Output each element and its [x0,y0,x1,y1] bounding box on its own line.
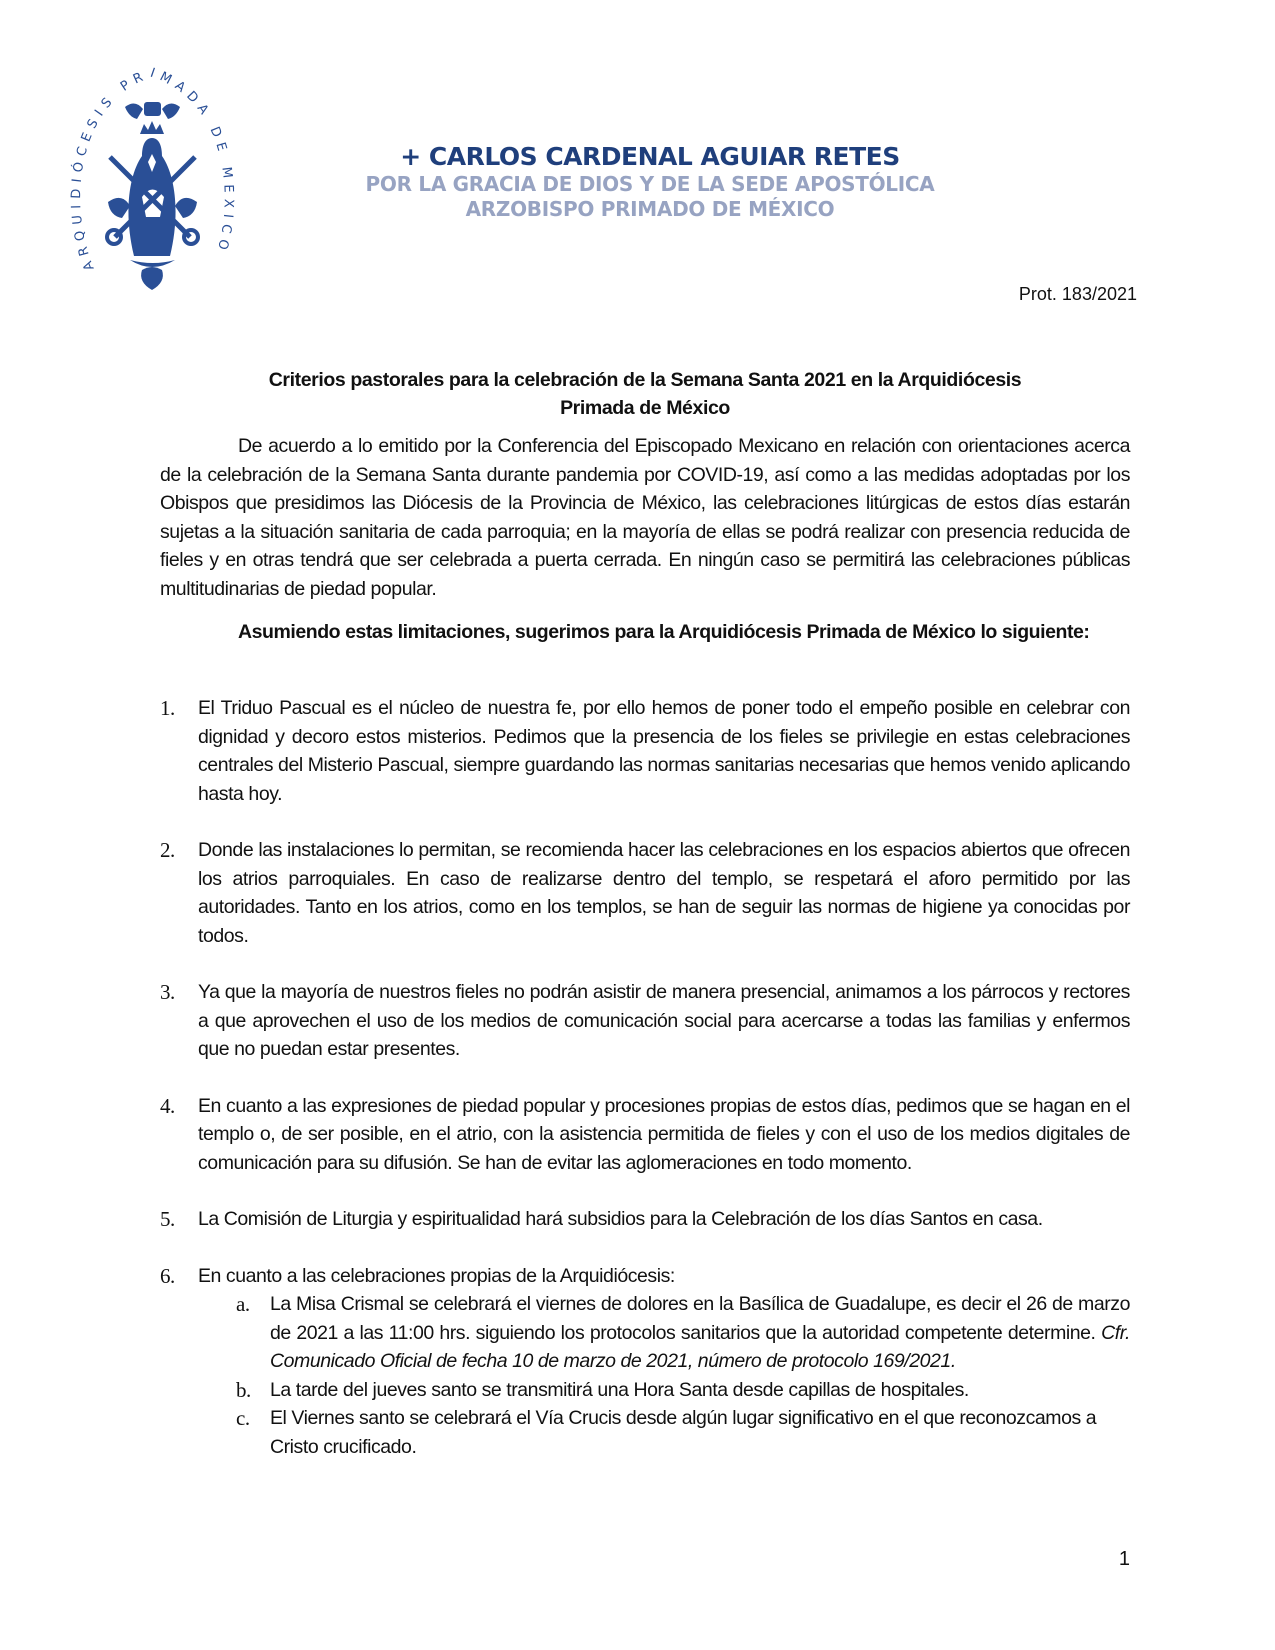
sub-list-letter: b. [236,1377,251,1402]
sub-list-item [160,1404,1130,1461]
cardinal-name: + CARLOS CARDENAL AGUIAR RETES [400,142,900,171]
page-number: 1 [1118,1548,1130,1570]
sub-list-item-text: El Viernes santo se celebrará el Vía Crucis desde algún lugar significativo en el que reconozcamos a Cristo crucificado. [270,1407,1097,1458]
list-number: 2. [160,838,175,862]
list-item [160,694,1130,808]
list-item-text: El Triduo Pascual es el núcleo de nuestra fe, por ello hemos de poner todo el empeño posible en celebrar con dignidad y decoro estos misterios. Pedimos que la presencia de los fieles se privilegie en estas celebraciones centrales del Misterio Pascual, siempre guardando las normas sanitarias necesarias que hemos venido aplicando hasta hoy. [198,697,1130,805]
list-number: 5. [160,1207,175,1231]
sub-list-letter: c. [236,1406,250,1430]
list-item [160,1205,1130,1234]
sub-list-item [160,1290,1130,1376]
lead-paragraph: Asumiendo estas limitaciones, sugerimos para la Arquidiócesis Primada de México lo siguiente: [238,621,1090,643]
criteria-list [160,694,1130,1461]
letterhead-title-line-1: POR LA GRACIA DE DIOS Y DE LA SEDE APOSTÓLICA [365,172,935,196]
document-title-line-1: Criterios pastorales para la celebración de la Semana Santa 2021 en la Arquidiócesis [268,369,1022,391]
sub-list-item [160,1376,1130,1405]
protocol-number: Prot. 183/2021 [1018,284,1137,304]
list-number: 6. [160,1263,175,1288]
list-item [160,836,1130,950]
list-item [160,978,1130,1064]
svg-text:ARQUIDIÓCESIS PRIMADA DE MÉXIC: ARQUIDIÓCESIS PRIMADA DE MÉXICO [70,65,235,273]
sub-list-letter: a. [236,1292,250,1316]
intro-paragraph: De acuerdo a lo emitido por la Conferencia del Episcopado Mexicano en relación con orientaciones acerca de la celebración de la Semana Santa durante pandemia por COVID-19, así como a las medidas adoptadas por los Obispos que presidimos las Diócesis de la Provincia de México, las celebraciones litúrgicas de estos días estarán sujetas a la situación sanitaria de cada parroquia; en la mayoría de ellas se podrá realizar con presencia reducida de fieles y en otras tendrá que ser celebrada a puerta cerrada. En ningún caso se permitirá las celebraciones públicas multitudinarias de piedad popular. [160,435,1130,600]
sub-list-item-citation: Cfr. Comunicado Oficial de fecha 10 de marzo de 2021, número de protocolo 169/2021. [270,1321,1130,1372]
archdiocese-seal-logo [70,62,235,302]
sub-list-item-text: La tarde del jueves santo se transmitirá una Hora Santa desde capillas de hospitales. [270,1378,969,1401]
list-item-text: Ya que la mayoría de nuestros fieles no podrán asistir de manera presencial, animamos a los párrocos y rectores a que aprovechen el uso de los medios de comunicación social para acercarse a todas las familias y enfermos que no puedan estar presentes. [198,981,1130,1060]
letterhead-title-line-2: ARZOBISPO PRIMADO DE MÉXICO [465,197,835,221]
list-number: 3. [160,980,175,1004]
list-item-text: Donde las instalaciones lo permitan, se recomienda hacer las celebraciones en los espacios abiertos que ofrecen los atrios parroquiales. En caso de realizarse dentro del templo, se respetará el aforo permitido por las autoridades. Tanto en los atrios, como en los templos, se han de seguir las normas de higiene ya conocidas por todos. [198,839,1130,947]
document-title-line-2: Primada de México [560,397,730,419]
list-item [160,1092,1130,1178]
letterhead [320,142,980,222]
list-item-text: En cuanto a las expresiones de piedad popular y procesiones propias de estos días, pedimos que se hagan en el templo o, de ser posible, en el atrio, con la asistencia permitida de fieles y con el uso de los medios digitales de comunicación para su difusión. Se han de evitar las aglomeraciones en todo momento. [198,1094,1130,1174]
list-item-text: En cuanto a las celebraciones propias de la Arquidiócesis: [198,1264,675,1287]
list-item-text: La Comisión de Liturgia y espiritualidad hará subsidios para la Celebración de los días Santos en casa. [198,1208,1043,1230]
archdiocese-seal-icon [70,62,235,302]
document-title [160,366,1130,422]
list-number: 4. [160,1093,175,1118]
sub-list-item-text: La Misa Crismal se celebrará el viernes de dolores en la Basílica de Guadalupe, es decir el 26 de marzo de 2021 a las 11:00 hrs. siguiendo los protocolos sanitarios que la autoridad competente determine. [270,1293,1130,1344]
list-number: 1. [160,696,175,720]
list-item [160,1262,1130,1291]
